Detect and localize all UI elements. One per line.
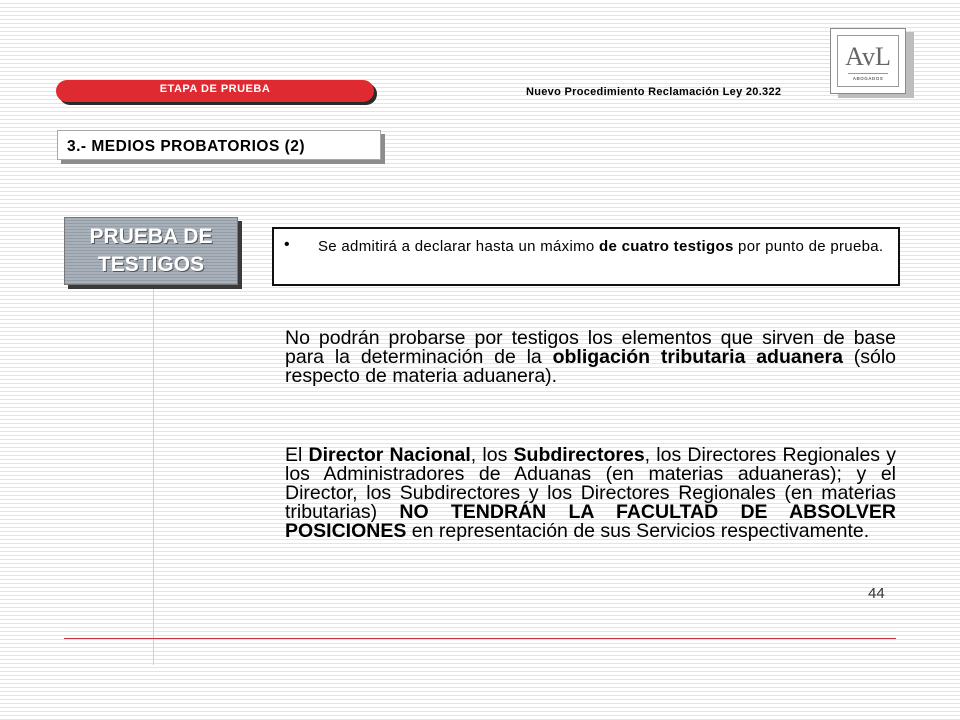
- paragraph-1-text: No podrán probarse por testigos los elementos que sirven de base para la determinación de la: [285, 327, 896, 368]
- paragraph-1-text: (sólo respecto de materia aduanera).: [285, 346, 896, 387]
- paragraph-1-bold: obligación tributaria aduanera: [552, 346, 843, 368]
- logo-rule: [848, 73, 888, 74]
- logo-frame: [837, 35, 899, 87]
- logo-wordmark: AvL: [845, 42, 891, 71]
- header-title: Nuevo Procedimiento Reclamación Ley 20.322: [526, 86, 782, 98]
- bullet-text-part: Se admitirá a declarar hasta un máximo: [318, 238, 599, 255]
- avl-logo: [830, 28, 906, 94]
- vertical-divider: [153, 285, 154, 665]
- prueba-line-2: TESTIGOS: [97, 253, 205, 276]
- logo-subtitle: ABOGADOS: [852, 76, 884, 81]
- paragraph-2-bold: Subdirectores: [513, 444, 645, 466]
- bullet-text-part: por punto de prueba.: [733, 238, 884, 255]
- prueba-de-testigos-box: [64, 217, 238, 285]
- paragraph-2-bold: Director Nacional: [308, 444, 471, 466]
- bullet-dot-icon: •: [284, 236, 290, 253]
- paragraph-1: [285, 329, 896, 386]
- paragraph-2: [285, 446, 896, 541]
- paragraph-2-text: , los Directores Regionales y los Administradores de Aduanas (en materias aduaneras); y el Director, los Subdirectores y los Directores Regionales (en materias tributarias): [285, 444, 896, 523]
- footer-rule: [64, 638, 896, 639]
- paragraph-2-text: , los: [470, 444, 514, 466]
- paragraph-2-bold: NO TENDRÁN LA FACULTAD DE ABSOLVER POSICIONES: [285, 501, 896, 542]
- page-number: 44: [868, 585, 885, 602]
- section-heading-box: [57, 130, 381, 160]
- paragraph-2-text: en representación de sus Servicios respectivamente.: [406, 520, 870, 542]
- section-heading: 3.- MEDIOS PROBATORIOS (2): [67, 138, 306, 155]
- bullet-box: [272, 227, 900, 286]
- stage-tab: ETAPA DE PRUEBA: [56, 80, 374, 102]
- bullet-text: [318, 237, 888, 257]
- paragraph-2-text: El: [285, 444, 309, 466]
- bullet-text-bold: de cuatro testigos: [599, 238, 734, 255]
- prueba-line-1: PRUEBA DE: [89, 225, 213, 248]
